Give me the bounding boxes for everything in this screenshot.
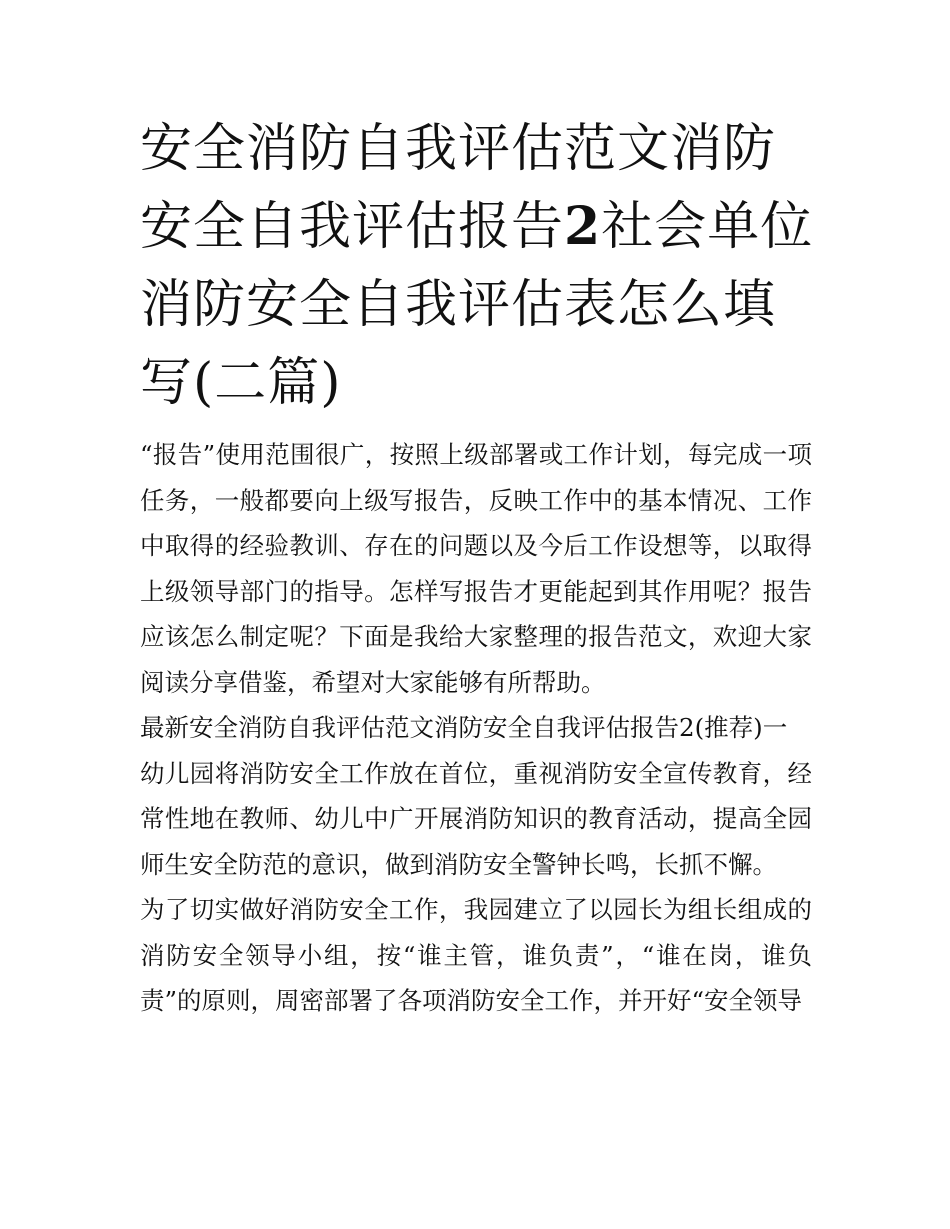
document-body xyxy=(140,432,812,1024)
title-text-part-1: 安全消防自我评估范文消防安全自我评估报告 xyxy=(140,119,777,257)
body-paragraph: 幼儿园将消防安全工作放在首位，重视消防安全宣传教育，经常性地在教师、幼儿中广开展消防知识的教育活动，提高全园师生安全防范的意识，做到消防安全警钟长鸣，长抓不懈。 xyxy=(140,758,812,879)
section-heading-paragraph: 最新安全消防自我评估范文消防安全自我评估报告2(推荐)一 xyxy=(140,713,788,742)
intro-paragraph: “报告”使用范围很广，按照上级部署或工作计划，每完成一项任务，一般都要向上级写报告，反映工作中的基本情况、工作中取得的经验教训、存在的问题以及今后工作设想等，以取得上级领导部门的指导。怎样写报告才更能起到其作用呢？报告应该怎么制定呢？下面是我给大家整理的报告范文，欢迎大家阅读分享借鉴，希望对大家能够有所帮助。 xyxy=(140,440,812,697)
title-number: 2 xyxy=(564,196,602,257)
document-title xyxy=(140,110,820,422)
title-text-part-2: 社会单位消防安全自我评估表怎么填写(二篇) xyxy=(140,197,814,413)
body-paragraph: 为了切实做好消防安全工作，我园建立了以园长为组长组成的消防安全领导小组，按“谁主管，谁负责”，“谁在岗，谁负责”的原则，周密部署了各项消防安全工作，并开好“安全领导 xyxy=(140,895,812,1015)
